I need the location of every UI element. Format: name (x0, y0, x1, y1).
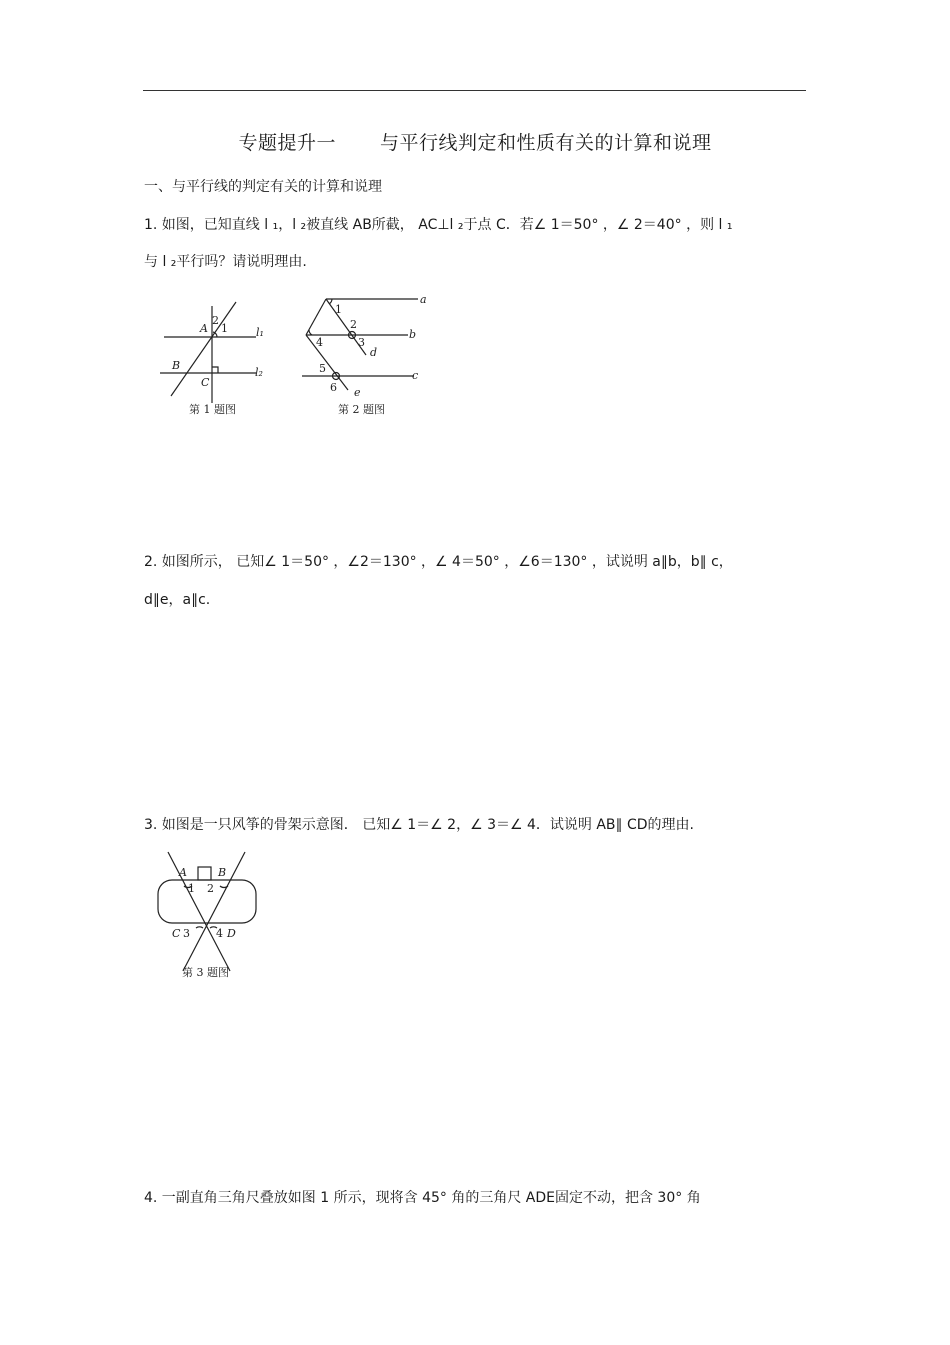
title-part1: 专题提升一 (238, 132, 336, 154)
figure-2 (296, 292, 436, 424)
fig2-label-5: 5 (319, 362, 326, 375)
fig3-label-b: B (218, 866, 227, 879)
title-part2: 与平行线判定和性质有关的计算和说理 (380, 132, 712, 154)
fig3-label-c: C (172, 927, 181, 940)
fig2-label-4: 4 (316, 336, 323, 349)
cross-segment (306, 299, 326, 335)
fig3-caption: 第 3 题图 (182, 966, 229, 979)
fig2-label-6: 6 (330, 381, 337, 394)
fig1-label-l1: l₁ (256, 326, 264, 339)
question-3-line-1: 3. 如图是一只风筝的骨架示意图． 已知∠ 1＝∠ 2，∠ 3＝∠ 4．试说明 AB∥ CD的理由. (144, 817, 694, 833)
fig1-label-a: A (200, 322, 208, 335)
kite-line-bc (183, 852, 245, 971)
question-1-line-2: 与 l ₂平行吗？请说明理由. (144, 254, 307, 270)
fig2-label-b: b (409, 328, 417, 341)
kite-top-box (198, 867, 211, 880)
fig1-label-2: 2 (212, 314, 219, 327)
question-1-line-1: 1. 如图，已知直线 l ₁，l ₂被直线 AB所截， AC⊥l ₂于点 C．若∠ 1＝50° ，∠ 2＝40° ，则 l ₁ (144, 217, 733, 233)
fig2-label-d: d (370, 346, 378, 359)
right-angle-mark (212, 367, 218, 373)
fig3-label-3: 3 (183, 927, 190, 940)
question-4-line-1: 4. 一副直角三角尺叠放如图 1 所示，现将含 45° 角的三角尺 ADE固定不动，把含 30° 角 (144, 1190, 701, 1206)
line-e (306, 335, 348, 390)
fig2-label-c: c (412, 369, 419, 382)
question-2-line-2: d∥e，a∥c. (144, 592, 211, 608)
fig1-caption: 第 1 题图 (189, 403, 236, 416)
fig3-label-1: 1 (188, 882, 195, 895)
fig3-label-2: 2 (207, 882, 214, 895)
figure-3 (150, 846, 270, 984)
question-2-line-1: 2. 如图所示， 已知∠ 1＝50° ，∠2＝130° ，∠ 4＝50° ，∠6＝130° ，试说明 a∥b，b∥ c， (144, 554, 733, 570)
fig2-caption: 第 2 题图 (338, 403, 385, 416)
header-rule (143, 90, 806, 91)
figure-1 (144, 296, 274, 424)
fig2-label-e: e (354, 386, 361, 399)
fig2-label-a: a (420, 293, 427, 306)
fig2-label-2: 2 (350, 318, 357, 331)
fig2-label-3: 3 (358, 336, 365, 349)
fig1-label-b: B (172, 359, 181, 372)
fig1-label-l2: l₂ (255, 366, 263, 379)
fig1-label-c: C (201, 376, 210, 389)
fig1-label-1: 1 (221, 322, 228, 335)
fig2-label-1: 1 (335, 303, 342, 316)
fig3-label-a: A (179, 866, 187, 879)
page-title (0, 128, 950, 155)
fig3-label-4: 4 (216, 927, 223, 940)
section-heading: 一、与平行线的判定有关的计算和说理 (144, 179, 382, 195)
fig3-label-d: D (227, 927, 236, 940)
